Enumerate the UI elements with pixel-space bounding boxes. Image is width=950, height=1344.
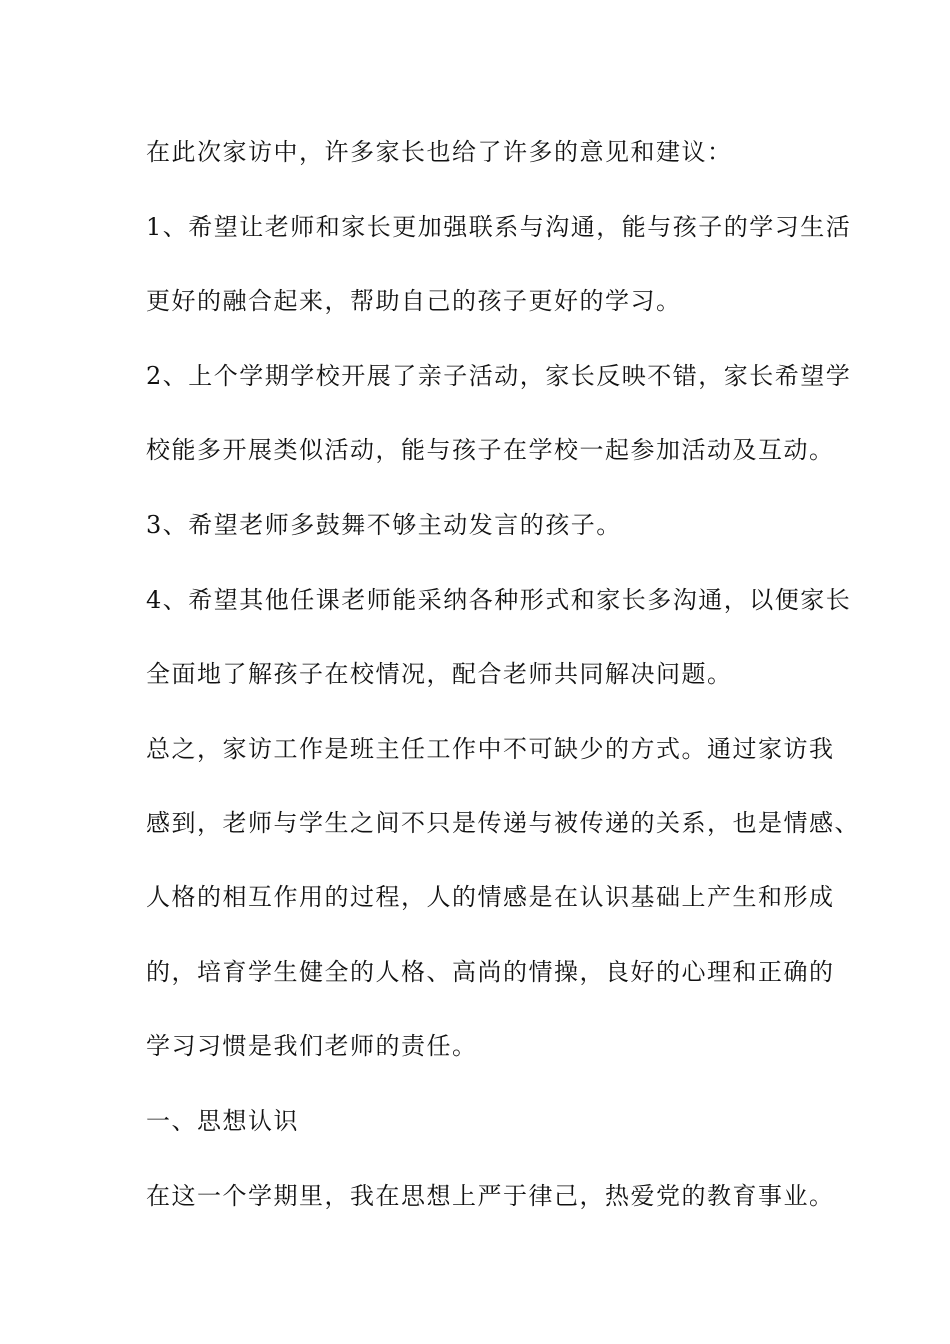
text-line-8: 全面地了解孩子在校情况，配合老师共同解决问题。 xyxy=(146,660,733,688)
text-line-6: 3、希望老师多鼓舞不够主动发言的孩子。 xyxy=(146,511,622,539)
text-line-5: 校能多开展类似活动，能与孩子在学校一起参加活动及互动。 xyxy=(146,436,835,464)
text-line-7: 4、希望其他任课老师能采纳各种形式和家长多沟通，以便家长 xyxy=(146,586,852,614)
text-line-1: 在此次家访中，许多家长也给了许多的意见和建议： xyxy=(146,138,733,166)
text-line-11: 人格的相互作用的过程，人的情感是在认识基础上产生和形成 xyxy=(146,883,835,911)
text-line-4: 2、上个学期学校开展了亲子活动，家长反映不错，家长希望学 xyxy=(146,362,852,390)
text-line-9: 总之，家访工作是班主任工作中不可缺少的方式。通过家访我 xyxy=(146,735,835,763)
text-line-10: 感到，老师与学生之间不只是传递与被传递的关系，也是情感、 xyxy=(146,809,860,837)
text-line-13: 学习习惯是我们老师的责任。 xyxy=(146,1032,478,1060)
section-heading: 一、思想认识 xyxy=(146,1107,299,1135)
text-line-15: 在这一个学期里，我在思想上严于律己，热爱党的教育事业。 xyxy=(146,1182,835,1210)
text-line-3: 更好的融合起来，帮助自己的孩子更好的学习。 xyxy=(146,287,682,315)
text-line-12: 的，培育学生健全的人格、高尚的情操，良好的心理和正确的 xyxy=(146,958,835,986)
text-line-2: 1、希望让老师和家长更加强联系与沟通，能与孩子的学习生活 xyxy=(146,213,852,241)
